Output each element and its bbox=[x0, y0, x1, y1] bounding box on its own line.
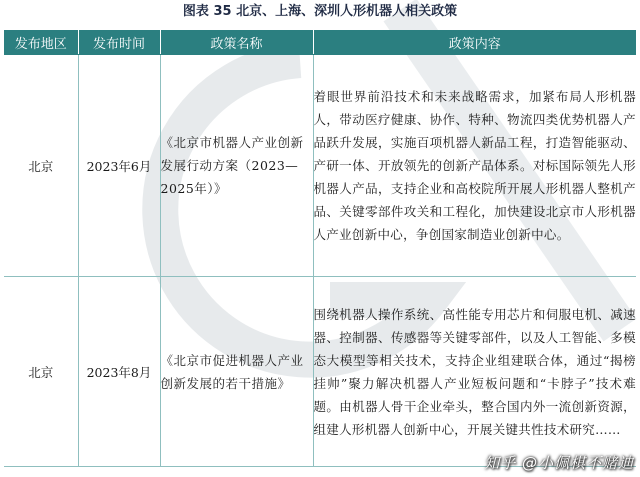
policy-table bbox=[4, 30, 636, 467]
header-policy-content: 政策内容 bbox=[313, 30, 636, 55]
cell-policy-name: 《北京市机器人产业创新发展行动方案（2023—2025年）》 bbox=[160, 55, 313, 277]
cell-region: 北京 bbox=[4, 55, 78, 277]
cell-policy-content: 着眼世界前沿技术和未来战略需求，加紧布局人形机器人，带动医疗健康、协作、特种、物流四类优势机器人产品跃升发展，实施百项机器人新品工程，打造智能驱动、产研一体、开放领先的创新产品体系。对标国际领先人形机器人产品，支持企业和高校院所开展人形机器人整机产品、关键零部件攻关和工程化，加快建设北京市人形机器人产业创新中心，争创国家制造业创新中心。 bbox=[313, 55, 636, 277]
table-header-row bbox=[4, 30, 636, 55]
cell-policy-name: 《北京市促进机器人产业创新发展的若干措施》 bbox=[160, 277, 313, 467]
header-region: 发布地区 bbox=[4, 30, 78, 55]
table-row bbox=[4, 277, 636, 467]
figure-title: 图表 35 北京、上海、深圳人形机器人相关政策 bbox=[182, 4, 458, 19]
cell-date: 2023年8月 bbox=[78, 277, 160, 467]
source-watermark: 知乎 @小佩棋不赌迪 bbox=[484, 454, 634, 472]
header-date: 发布时间 bbox=[78, 30, 160, 55]
header-policy-name: 政策名称 bbox=[160, 30, 313, 55]
table-row bbox=[4, 55, 636, 277]
cell-policy-content: 围绕机器人操作系统、高性能专用芯片和伺服电机、减速器、控制器、传感器等关键零部件，以及人工智能、多模态大模型等相关技术，支持企业组建联合体，通过“揭榜挂帅”聚力解决机器人产业短板问题和“卡脖子”技术难题。由机器人骨干企业牵头，整合国内外一流创新资源，组建人形机器人创新中心，开展关键共性技术研究…… bbox=[313, 277, 636, 467]
cell-region: 北京 bbox=[4, 277, 78, 467]
cell-date: 2023年6月 bbox=[78, 55, 160, 277]
